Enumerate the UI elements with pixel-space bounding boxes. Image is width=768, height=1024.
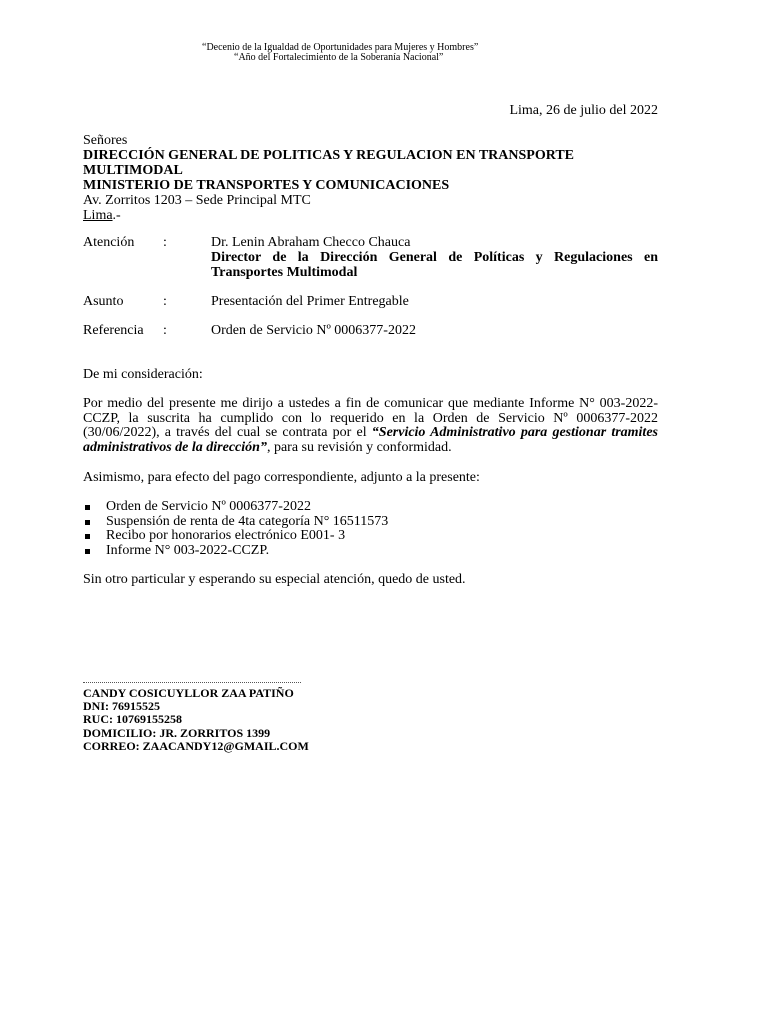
asunto-label: Asunto <box>83 294 124 309</box>
field-referencia <box>83 323 658 339</box>
header-anio: “Año del Fortalecimiento de la Soberanía Nacional” <box>234 52 444 63</box>
bullet-icon <box>85 549 90 554</box>
atencion-name: Dr. Lenin Abraham Checco Chauca <box>211 235 411 250</box>
para1-emphasis: “Servicio Administrativo para gestionar tramites administrativos de la dirección” <box>83 425 658 455</box>
list-item <box>83 500 388 515</box>
recipient-ministry: MINISTERIO DE TRANSPORTES Y COMUNICACIONES <box>83 178 450 193</box>
recipient-city: Lima <box>83 208 113 223</box>
bullet-icon <box>85 520 90 525</box>
signature-dni: DNI: 76915525 <box>83 699 160 714</box>
recipient-block <box>83 133 574 223</box>
signature-correo: CORREO: ZAACANDY12@GMAIL.COM <box>83 738 309 753</box>
recipient-org-line1: DIRECCIÓN GENERAL DE POLITICAS Y REGULACION EN TRANSPORTE <box>83 148 575 163</box>
atencion-value <box>211 235 658 280</box>
atencion-title: Director de la Dirección General de Políticas y Regulaciones en Transportes Multimodal <box>211 250 658 280</box>
asunto-colon: : <box>163 294 167 309</box>
signature-name: CANDY COSICUYLLOR ZAA PATIÑO <box>83 686 294 700</box>
body-paragraph-1 <box>83 397 658 455</box>
field-atencion <box>83 235 658 280</box>
signature-line <box>83 682 301 683</box>
signature-block <box>83 687 309 753</box>
attachment-label: Orden de Servicio Nº 0006377-2022 <box>106 499 311 514</box>
list-item <box>83 515 388 530</box>
attachment-label: Recibo por honorarios electrónico E001- 3 <box>106 528 346 544</box>
atencion-colon: : <box>163 235 167 250</box>
referencia-value: Orden de Servicio Nº 0006377-2022 <box>211 323 416 338</box>
list-item <box>83 544 388 559</box>
closing-line: Sin otro particular y esperando su especial atención, quedo de usted. <box>83 572 466 587</box>
salutation: De mi consideración: <box>83 367 203 382</box>
attachment-list <box>83 500 388 558</box>
list-item <box>83 529 388 544</box>
referencia-label: Referencia <box>83 323 144 338</box>
atencion-label: Atención <box>83 235 135 250</box>
para1-start: Por medio del presente me dirijo a ustedes a fin de comunicar que mediante Informe N° 003-2022-CCZP, la suscrita ha cumplido con lo requerido en la Orden de Servicio Nº 0006377-2022 (30/06/2022), a través del cual se contrata por el <box>83 396 658 441</box>
signature-ruc: RUC: 10769155258 <box>83 712 182 727</box>
asunto-value: Presentación del Primer Entregable <box>211 294 409 309</box>
bullet-icon <box>85 534 90 539</box>
attachment-label: Informe N° 003-2022-CCZP. <box>106 542 270 558</box>
letter-date: Lima, 26 de julio del 2022 <box>509 103 658 118</box>
recipient-city-suffix: .- <box>112 208 121 223</box>
body-paragraph-2: Asimismo, para efecto del pago correspondiente, adjunto a la presente: <box>83 470 480 485</box>
recipient-address: Av. Zorritos 1203 – Sede Principal MTC <box>83 193 311 208</box>
signature-domicilio: DOMICILIO: JR. ZORRITOS 1399 <box>83 725 271 740</box>
attachment-label: Suspensión de renta de 4ta categoría N° 16511573 <box>106 513 389 529</box>
field-asunto <box>83 294 658 310</box>
recipient-city-line <box>83 208 574 223</box>
bullet-icon <box>85 505 90 510</box>
para1-end: , para su revisión y conformidad. <box>266 439 452 455</box>
recipient-greeting: Señores <box>83 133 128 148</box>
recipient-org-line2: MULTIMODAL <box>83 163 183 178</box>
header-decenio: “Decenio de la Igualdad de Oportunidades para Mujeres y Hombres” <box>202 42 479 53</box>
referencia-colon: : <box>163 323 167 338</box>
